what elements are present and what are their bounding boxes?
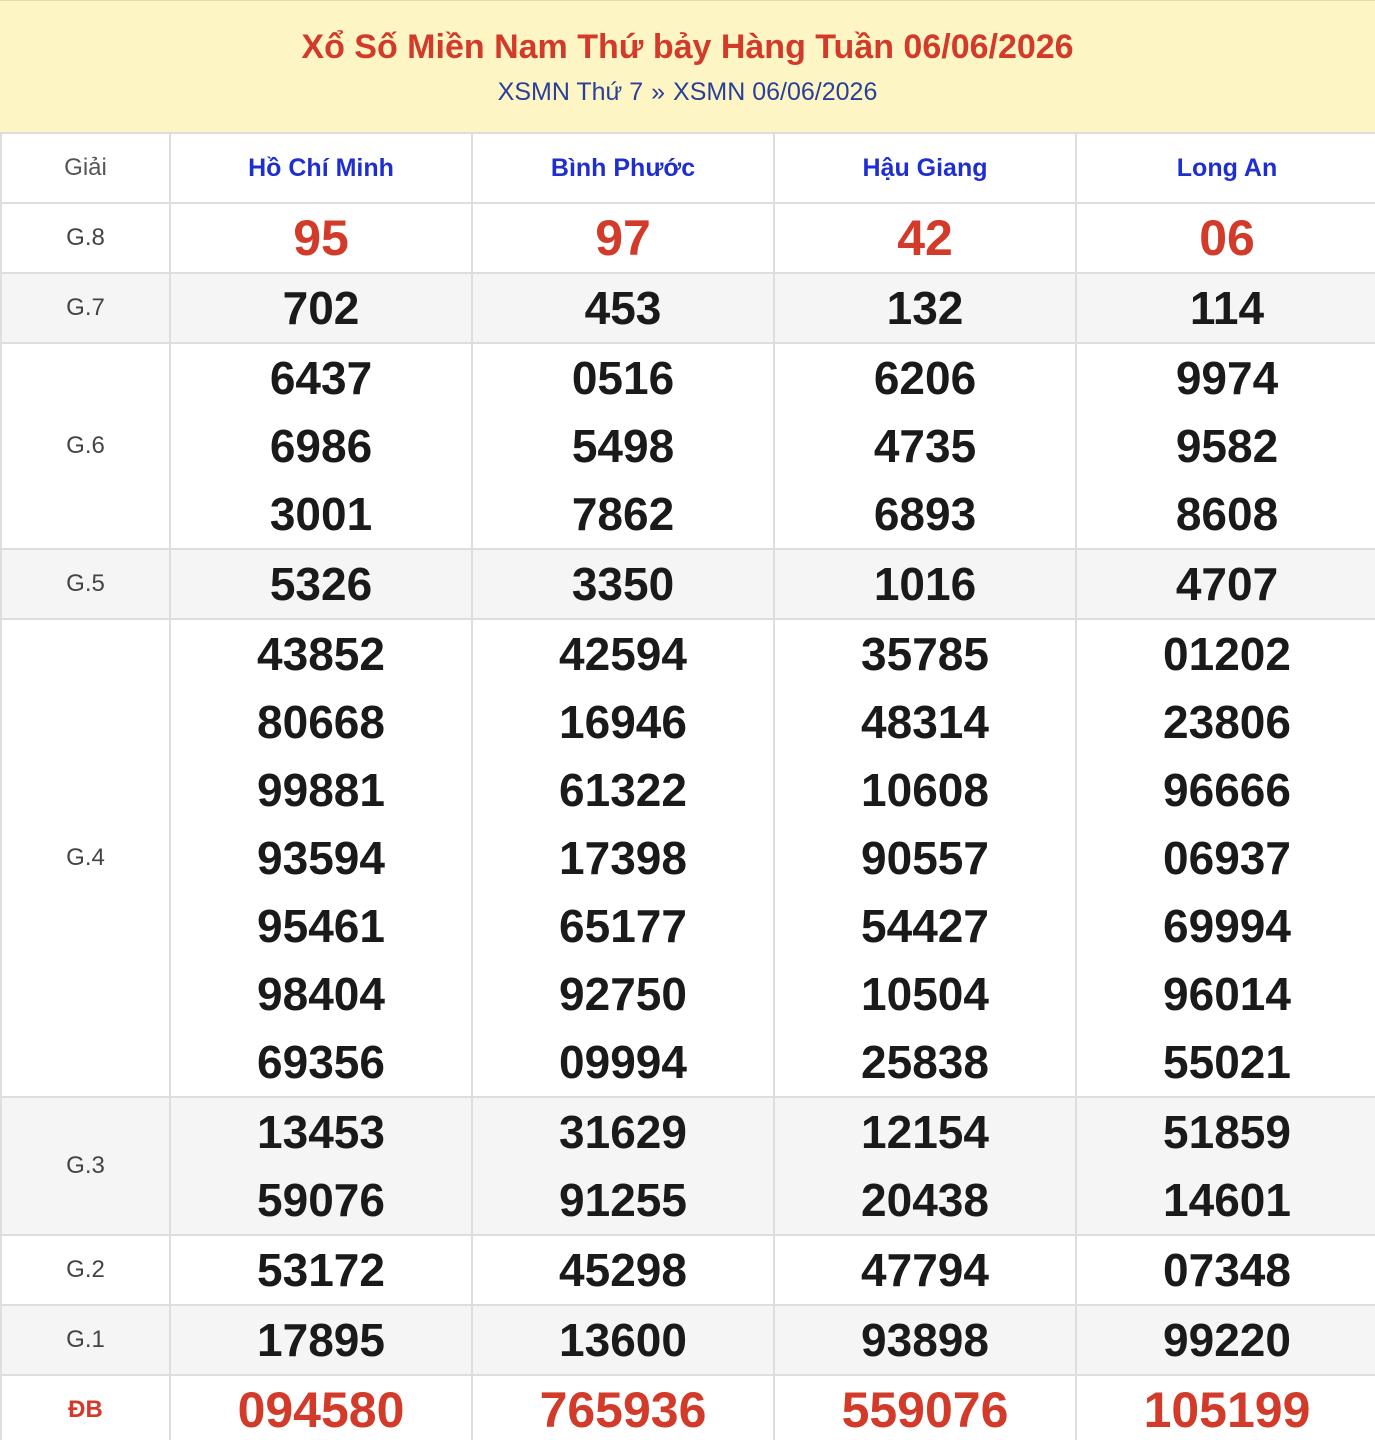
prize-cell [1076, 273, 1375, 343]
prize-cell [472, 1375, 774, 1440]
prize-cell [170, 1305, 472, 1375]
prize-number: 17895 [257, 1314, 385, 1366]
prize-number: 13600 [559, 1314, 687, 1366]
prize-row [1, 1235, 1375, 1305]
prize-number: 1016 [873, 558, 977, 610]
prize-number: 06937 [1163, 832, 1291, 884]
prize-cell [774, 619, 1076, 1097]
prize-number: 132 [886, 282, 964, 334]
province-header[interactable]: Bình Phước [472, 133, 774, 203]
prize-cell [774, 343, 1076, 549]
prize-number: 65177 [559, 900, 687, 952]
prize-cell [472, 619, 774, 1097]
prize-number: 10608 [861, 764, 989, 816]
prize-cell [1076, 343, 1375, 549]
prize-number: 31629 [559, 1106, 687, 1158]
prize-cell [472, 273, 774, 343]
prize-number: 9582 [1175, 420, 1279, 472]
prize-cell [472, 1097, 774, 1235]
prize-row [1, 273, 1375, 343]
prize-cell [774, 549, 1076, 619]
prize-cell [472, 1305, 774, 1375]
prize-cell [774, 273, 1076, 343]
prize-number: 47794 [861, 1244, 989, 1296]
prize-label: G.5 [1, 549, 170, 619]
prize-number: 6206 [873, 352, 977, 404]
prize-number: 4735 [873, 420, 977, 472]
prize-number: 6437 [269, 352, 373, 404]
prize-number: 114 [1189, 282, 1265, 334]
prize-cell [1076, 619, 1375, 1097]
prize-number: 97 [595, 210, 651, 266]
prize-number: 559076 [841, 1382, 1009, 1438]
prize-number: 45298 [559, 1244, 687, 1296]
prize-number: 55021 [1163, 1036, 1291, 1088]
prize-number: 90557 [861, 832, 989, 884]
prize-number: 93594 [257, 832, 385, 884]
prize-row [1, 343, 1375, 549]
prize-number: 93898 [861, 1314, 989, 1366]
prize-label: ĐB [1, 1375, 170, 1440]
breadcrumb-separator: » [651, 78, 666, 106]
prize-number: 20438 [861, 1174, 989, 1226]
prize-number: 453 [584, 282, 662, 334]
prize-cell [170, 619, 472, 1097]
prize-label: G.7 [1, 273, 170, 343]
prize-number: 16946 [559, 696, 687, 748]
prize-number: 702 [282, 282, 360, 334]
prize-number: 09994 [559, 1036, 687, 1088]
page-header [0, 0, 1375, 132]
prize-number: 25838 [861, 1036, 989, 1088]
prize-row [1, 1097, 1375, 1235]
prize-number: 8608 [1175, 488, 1279, 540]
prize-number: 7862 [571, 488, 675, 540]
prize-number: 10504 [861, 968, 989, 1020]
breadcrumb-link-weekday[interactable]: XSMN Thứ 7 [497, 78, 644, 106]
prize-number: 3350 [571, 558, 675, 610]
prize-table-body [1, 203, 1375, 1440]
breadcrumb [0, 77, 1375, 107]
prize-number: 53172 [257, 1244, 385, 1296]
prize-number: 48314 [861, 696, 989, 748]
prize-number: 96014 [1163, 968, 1291, 1020]
prize-label: G.1 [1, 1305, 170, 1375]
prize-cell [170, 273, 472, 343]
prize-cell [472, 1235, 774, 1305]
prize-cell [1076, 1305, 1375, 1375]
prize-number: 51859 [1163, 1106, 1291, 1158]
prize-number: 35785 [861, 628, 989, 680]
prize-cell [170, 203, 472, 273]
prize-row [1, 549, 1375, 619]
prize-number: 80668 [257, 696, 385, 748]
page-title: Xổ Số Miền Nam Thứ bảy Hàng Tuần 06/06/2026 [301, 28, 1074, 66]
prize-row [1, 1375, 1375, 1440]
prize-number: 6986 [269, 420, 373, 472]
prize-cell [1076, 1235, 1375, 1305]
prize-cell [1076, 1097, 1375, 1235]
province-header[interactable]: Hồ Chí Minh [170, 133, 472, 203]
prize-number: 95 [293, 210, 349, 266]
prize-label: G.3 [1, 1097, 170, 1235]
prize-number: 42 [897, 210, 953, 266]
prize-number: 12154 [861, 1106, 989, 1158]
prize-number: 07348 [1163, 1244, 1291, 1296]
prize-number: 92750 [559, 968, 687, 1020]
prize-number: 54427 [861, 900, 989, 952]
prize-cell [472, 549, 774, 619]
table-header-row [1, 133, 1375, 203]
prize-cell [170, 1235, 472, 1305]
prize-number: 01202 [1163, 628, 1291, 680]
prize-cell [1076, 203, 1375, 273]
prize-number: 6893 [873, 488, 977, 540]
prize-cell [170, 343, 472, 549]
prize-number: 95461 [257, 900, 385, 952]
prize-cell [774, 1235, 1076, 1305]
prize-cell [774, 1097, 1076, 1235]
prize-cell [472, 343, 774, 549]
prize-number: 61322 [559, 764, 687, 816]
prize-number: 5326 [269, 558, 373, 610]
prize-row [1, 619, 1375, 1097]
prize-number: 5498 [571, 420, 675, 472]
results-table [0, 132, 1375, 1440]
prize-number: 13453 [257, 1106, 385, 1158]
prize-row [1, 203, 1375, 273]
prize-cell [1076, 549, 1375, 619]
prize-number: 98404 [257, 968, 385, 1020]
prize-cell [774, 1305, 1076, 1375]
breadcrumb-link-date[interactable]: XSMN 06/06/2026 [673, 78, 878, 106]
province-header[interactable]: Long An [1076, 133, 1375, 203]
prize-number: 0516 [571, 352, 675, 404]
prize-number: 105199 [1143, 1382, 1311, 1438]
prize-number: 14601 [1163, 1174, 1291, 1226]
prize-cell [170, 549, 472, 619]
prize-number: 59076 [257, 1174, 385, 1226]
prize-cell [774, 203, 1076, 273]
prize-number: 69356 [257, 1036, 385, 1088]
prize-label: G.4 [1, 619, 170, 1097]
prize-number: 43852 [257, 628, 385, 680]
prize-number: 3001 [269, 488, 373, 540]
prize-cell [1076, 1375, 1375, 1440]
prize-number: 094580 [237, 1382, 405, 1438]
prize-number: 23806 [1163, 696, 1291, 748]
prize-number: 06 [1199, 210, 1255, 266]
prize-number: 91255 [559, 1174, 687, 1226]
prize-cell [170, 1097, 472, 1235]
prize-number: 99881 [257, 764, 385, 816]
prize-label: G.6 [1, 343, 170, 549]
prize-number: 42594 [559, 628, 687, 680]
prize-label: G.8 [1, 203, 170, 273]
prize-number: 17398 [559, 832, 687, 884]
prize-number: 69994 [1163, 900, 1291, 952]
prize-cell [774, 1375, 1076, 1440]
prize-label: G.2 [1, 1235, 170, 1305]
prize-number: 765936 [539, 1382, 707, 1438]
prize-number: 4707 [1175, 558, 1279, 610]
prize-cell [472, 203, 774, 273]
prize-number: 9974 [1175, 352, 1279, 404]
prize-cell [170, 1375, 472, 1440]
prize-number: 99220 [1163, 1314, 1291, 1366]
prize-column-header: Giải [1, 133, 170, 203]
province-header[interactable]: Hậu Giang [774, 133, 1076, 203]
prize-row [1, 1305, 1375, 1375]
prize-number: 96666 [1163, 764, 1291, 816]
